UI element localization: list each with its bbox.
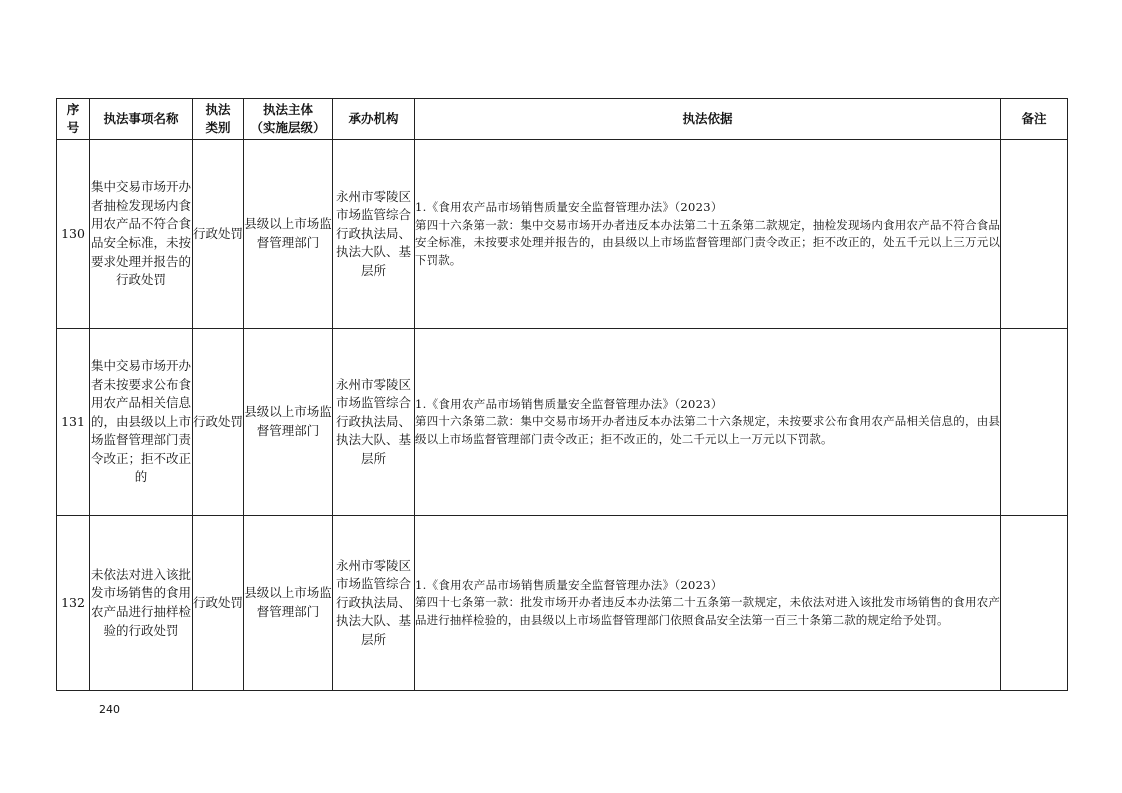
table-row <box>57 140 1068 329</box>
law-title: 1.《食用农产品市场销售质量安全监督管理办法》（2023） <box>415 200 723 214</box>
law-title: 1.《食用农产品市场销售质量安全监督管理办法》（2023） <box>415 396 723 411</box>
header-category: 执法 类别 <box>193 99 244 140</box>
table-row <box>57 516 1068 691</box>
category-cell: 行政处罚 <box>193 329 244 516</box>
header-seq: 序 号 <box>57 99 90 140</box>
law-article: 第四十六条第一款：集中交易市场开办者违反本办法第二十五条第二款规定，抽检发现场内食用农产品不符合食品安全标准，未按要求处理并报告的，由县级以上市场监督管理部门责令改正；拒不改正的，处五千元以上三万元以下罚款。 <box>415 217 1000 267</box>
page-number: 240 <box>99 703 120 716</box>
item-name-cell: 集中交易市场开办者抽检发现场内食用农产品不符合食品安全标准，未按要求处理并报告的行政处罚 <box>90 140 193 329</box>
remark-cell <box>1001 516 1068 691</box>
category-cell: 行政处罚 <box>193 140 244 329</box>
item-name-cell: 未依法对进入该批发市场销售的食用农产品进行抽样检验的行政处罚 <box>90 516 193 691</box>
table-header-row <box>57 99 1068 140</box>
header-remark: 备注 <box>1001 99 1068 140</box>
law-article: 第四十七条第一款：批发市场开办者违反本办法第二十五条第一款规定，未依法对进入该批发市场销售的食用农产品进行抽样检验的，由县级以上市场监督管理部门依照食品安全法第一百三十条第二款的规定给予处罚。 <box>415 595 1000 627</box>
seq-cell: 132 <box>57 516 90 691</box>
header-basis: 执法依据 <box>415 99 1001 140</box>
category-cell: 行政处罚 <box>193 516 244 691</box>
remark-cell <box>1001 329 1068 516</box>
header-item-name: 执法事项名称 <box>90 99 193 140</box>
subject-cell: 县级以上市场监督管理部门 <box>244 516 333 691</box>
agency-cell: 永州市零陵区市场监管综合行政执法局、执法大队、基层所 <box>333 329 415 516</box>
enforcement-table <box>56 98 1068 691</box>
subject-cell: 县级以上市场监督管理部门 <box>244 329 333 516</box>
agency-cell: 永州市零陵区市场监管综合行政执法局、执法大队、基层所 <box>333 516 415 691</box>
header-subject: 执法主体 （实施层级） <box>244 99 333 140</box>
seq-cell: 131 <box>57 329 90 516</box>
agency-cell: 永州市零陵区市场监管综合行政执法局、执法大队、基层所 <box>333 140 415 329</box>
remark-cell <box>1001 140 1068 329</box>
seq-cell: 130 <box>57 140 90 329</box>
item-name-cell: 集中交易市场开办者未按要求公布食用农产品相关信息的，由县级以上市场监督管理部门责令改正；拒不改正的 <box>90 329 193 516</box>
table-row <box>57 329 1068 516</box>
basis-cell <box>415 516 1001 691</box>
law-title: 1.《食用农产品市场销售质量安全监督管理办法》（2023） <box>415 577 723 592</box>
basis-cell <box>415 140 1001 329</box>
header-agency: 承办机构 <box>333 99 415 140</box>
basis-cell <box>415 329 1001 516</box>
subject-cell: 县级以上市场监督管理部门 <box>244 140 333 329</box>
law-article: 第四十六条第二款：集中交易市场开办者违反本办法第二十六条规定，未按要求公布食用农产品相关信息的，由县级以上市场监督管理部门责令改正；拒不改正的，处二千元以上一万元以下罚款。 <box>415 414 1000 446</box>
